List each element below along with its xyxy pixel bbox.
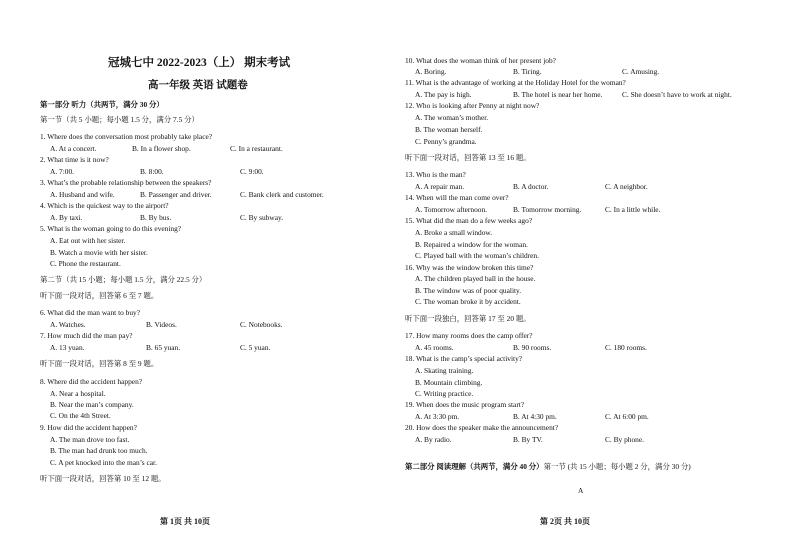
question-19: 19. When does the music program start? bbox=[405, 400, 525, 409]
option: B. The woman herself. bbox=[415, 125, 483, 134]
question-17: 17. How many rooms does the camp offer? bbox=[405, 331, 533, 340]
option: A. 13 yuan. bbox=[50, 343, 85, 352]
option: A. At 3:30 pm. bbox=[415, 412, 460, 421]
instruction: 听下面一段对话，回答第 6 至 7 题。 bbox=[40, 291, 159, 300]
question-20: 20. How does the speaker make the announcement? bbox=[405, 423, 559, 432]
instruction: 听下面一段对话，回答第 13 至 16 题。 bbox=[405, 153, 531, 162]
option: B. By TV. bbox=[513, 435, 543, 444]
question-4: 4. Which is the quickest way to the airport? bbox=[40, 201, 169, 210]
part2-heading bbox=[405, 462, 691, 471]
option: C. At 6:00 pm. bbox=[605, 412, 649, 421]
option: A. By taxi. bbox=[50, 213, 83, 222]
option: A. The children played ball in the house. bbox=[415, 274, 536, 283]
option: A. Skating training. bbox=[415, 366, 474, 375]
option: A. Husband and wife. bbox=[50, 190, 115, 199]
option: C. 180 rooms. bbox=[605, 343, 647, 352]
option: A. 45 rooms. bbox=[415, 343, 454, 352]
option: B. 90 rooms. bbox=[513, 343, 552, 352]
option: C. Amusing. bbox=[622, 67, 660, 76]
option: C. By phone. bbox=[605, 435, 645, 444]
question-9: 9. How did the accident happen? bbox=[40, 423, 137, 432]
right-page bbox=[397, 0, 794, 553]
section2-heading: 第二节（共 15 小题；每小题 1.5 分，满分 22.5 分） bbox=[40, 275, 207, 284]
option: A. Near a hospital. bbox=[50, 389, 106, 398]
option: B. In a flower shop. bbox=[132, 144, 191, 153]
question-6: 6. What did the man want to buy? bbox=[40, 308, 141, 317]
option: C. Played ball with the woman’s children. bbox=[415, 251, 539, 260]
option: C. She doesn’t have to work at night. bbox=[622, 90, 732, 99]
question-12: 12. Who is looking after Penny at night now? bbox=[405, 101, 540, 110]
option: B. Tomorrow morning. bbox=[513, 205, 582, 214]
part2-title: 第二部分 阅读理解（共两节，满分 40 分） bbox=[405, 462, 544, 471]
option: B. Watch a movie with her sister. bbox=[50, 248, 148, 257]
option: A. 7:00. bbox=[50, 167, 75, 176]
instruction: 听下面一段对话，回答第 8 至 9 题。 bbox=[40, 359, 159, 368]
option: A. Broke a small window. bbox=[415, 228, 493, 237]
option: C. In a restaurant. bbox=[230, 144, 283, 153]
option: B. Mountain climbing. bbox=[415, 378, 483, 387]
option: B. 8:00. bbox=[140, 167, 164, 176]
option: C. A neighbor. bbox=[605, 182, 648, 191]
option: B. 65 yuan. bbox=[146, 343, 181, 352]
page-footer: 第 1页 共 10页 bbox=[160, 517, 210, 526]
option: B. The window was of poor quality. bbox=[415, 286, 522, 295]
question-10: 10. What does the woman think of her present job? bbox=[405, 56, 556, 65]
option: A. Tomorrow afternoon. bbox=[415, 205, 488, 214]
option: C. Notebooks. bbox=[240, 320, 283, 329]
option: A. A repair man. bbox=[415, 182, 465, 191]
option: C. On the 4th Street. bbox=[50, 411, 111, 420]
option: B. A doctor. bbox=[513, 182, 549, 191]
option: B. At 4:30 pm. bbox=[513, 412, 557, 421]
option: A. The pay is high. bbox=[415, 90, 472, 99]
question-11: 11. What is the advantage of working at the Holiday Hotel for the woman? bbox=[405, 78, 626, 87]
option: B. Near the man’s company. bbox=[50, 400, 134, 409]
option: B. Repaired a window for the woman. bbox=[415, 240, 528, 249]
option: A. The man drove too fast. bbox=[50, 435, 130, 444]
option: A. Watches. bbox=[50, 320, 86, 329]
option: B. The hotel is near her home. bbox=[513, 90, 603, 99]
passage-label: A bbox=[578, 486, 584, 495]
option: B. Videos. bbox=[146, 320, 177, 329]
option: A. Boring. bbox=[415, 67, 447, 76]
question-5: 5. What is the woman going to do this evening? bbox=[40, 224, 182, 233]
option: C. Phone the restaurant. bbox=[50, 259, 121, 268]
option: C. 9:00. bbox=[240, 167, 264, 176]
option: B. The man had drunk too much. bbox=[50, 446, 148, 455]
exam-subtitle: 高一年级 英语 试题卷 bbox=[148, 80, 248, 91]
option: A. At a concert. bbox=[50, 144, 97, 153]
option: C. The woman broke it by accident. bbox=[415, 297, 521, 306]
instruction: 听下面一段独白，回答第 17 至 20 题。 bbox=[405, 314, 531, 323]
question-18: 18. What is the camp’s special activity? bbox=[405, 354, 523, 363]
question-13: 13. Who is the man? bbox=[405, 170, 466, 179]
question-7: 7. How much did the man pay? bbox=[40, 331, 133, 340]
section1-heading: 第一节（共 5 小题；每小题 1.5 分，满分 7.5 分） bbox=[40, 115, 199, 124]
option: C. In a little while. bbox=[605, 205, 661, 214]
option: C. Bank clerk and customer. bbox=[240, 190, 324, 199]
option: C. Writing practice. bbox=[415, 389, 474, 398]
option: C. Penny’s grandma. bbox=[415, 137, 477, 146]
option: C. By subway. bbox=[240, 213, 284, 222]
question-14: 14. When will the man come over? bbox=[405, 193, 509, 202]
option: C. A pet knocked into the man’s car. bbox=[50, 458, 157, 467]
question-8: 8. Where did the accident happen? bbox=[40, 377, 143, 386]
question-15: 15. What did the man do a few weeks ago? bbox=[405, 216, 533, 225]
question-3: 3. What’s the probable relationship between the speakers? bbox=[40, 178, 212, 187]
option: B. By bus. bbox=[140, 213, 172, 222]
exam-title: 冠城七中 2022-2023（上） 期末考试 bbox=[108, 57, 291, 69]
option: B. Passenger and driver. bbox=[140, 190, 212, 199]
option: A. By radio. bbox=[415, 435, 452, 444]
option: B. Tiring. bbox=[513, 67, 542, 76]
question-2: 2. What time is it now? bbox=[40, 155, 109, 164]
question-1: 1. Where does the conversation most probably take place? bbox=[40, 132, 213, 141]
option: A. The woman’s mother. bbox=[415, 113, 489, 122]
option: C. 5 yuan. bbox=[240, 343, 271, 352]
page-footer: 第 2页 共 10页 bbox=[540, 517, 590, 526]
part1-heading: 第一部分 听力（共两节，满分 30 分） bbox=[40, 100, 164, 109]
option: A. Eat out with her sister. bbox=[50, 236, 126, 245]
question-16: 16. Why was the window broken this time? bbox=[405, 263, 534, 272]
part2-section: 第一节 (共 15 小题；每小题 2 分，满分 30 分) bbox=[543, 462, 691, 471]
instruction: 听下面一段对话，回答第 10 至 12 题。 bbox=[40, 474, 166, 483]
